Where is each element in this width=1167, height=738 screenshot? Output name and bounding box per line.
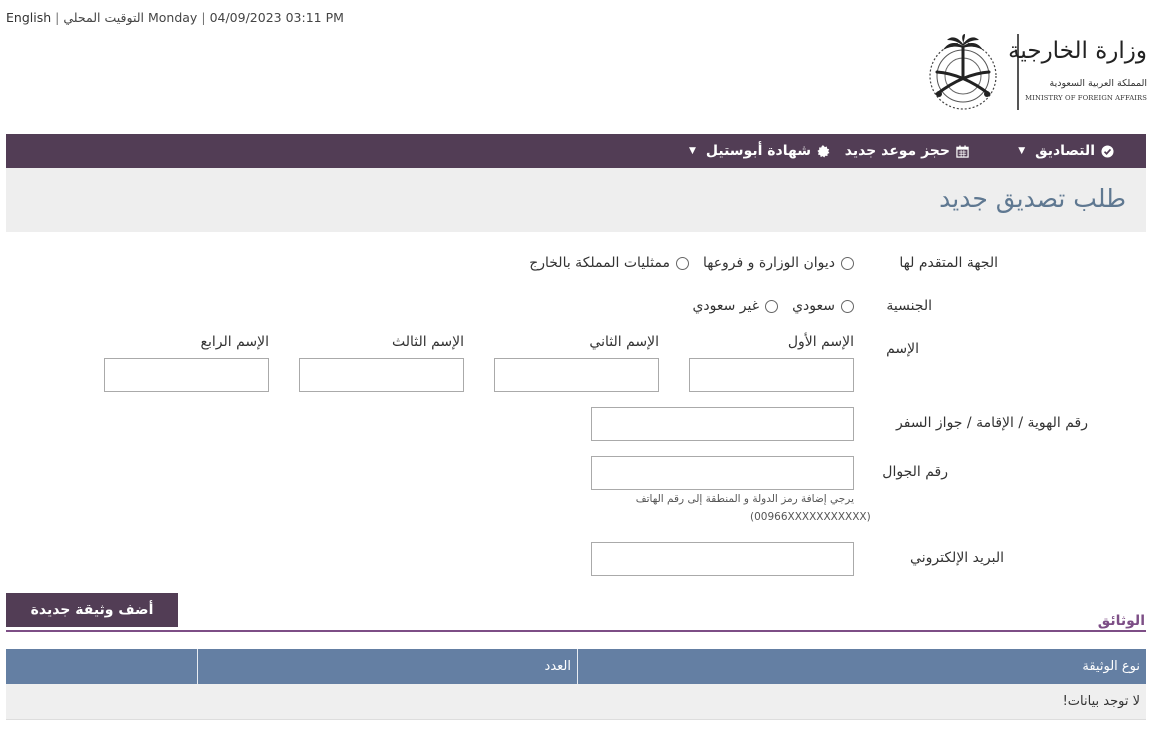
chevron-down-icon: ▼ — [1018, 146, 1026, 156]
nav-label-apostille: شهادة أبوستيل — [705, 143, 811, 159]
calendar-icon — [956, 145, 969, 158]
logo-title-arabic: وزارة الخارجية — [1008, 38, 1147, 64]
third-name-label: الإسم الثالث — [391, 334, 464, 350]
page-title: طلب تصديق جديد — [939, 184, 1126, 213]
fourth-name-label: الإسم الرابع — [200, 334, 269, 350]
mobile-hint-format: (00966XXXXXXXXXXX) — [750, 511, 871, 523]
radio-ministry-branches[interactable]: ديوان الوزارة و فروعها — [703, 255, 854, 271]
add-document-button[interactable]: أضف وثيقة جديدة — [6, 593, 178, 627]
id-number-input[interactable] — [591, 407, 854, 441]
main-navbar — [6, 134, 1146, 168]
id-number-label: رقم الهوية / الإقامة / جواز السفر — [896, 415, 1088, 431]
nav-label-attestations: التصاديق — [1035, 143, 1095, 159]
fourth-name-input[interactable] — [104, 358, 269, 392]
saudi-emblem-icon — [923, 32, 1003, 112]
current-day: Monday — [147, 10, 198, 25]
table-empty-row — [6, 684, 1146, 720]
nav-item-book-appointment[interactable] — [845, 142, 969, 160]
radio-button[interactable] — [765, 300, 778, 313]
applicant-entity-label: الجهة المتقدم لها — [899, 255, 998, 271]
radio-non-saudi[interactable]: غير سعودي — [692, 298, 778, 314]
column-count[interactable]: العدد — [197, 649, 577, 684]
nav-item-apostille[interactable] — [689, 142, 830, 160]
name-label: الإسم — [886, 341, 919, 357]
nationality-radio-group — [692, 298, 854, 314]
current-datetime: 04/09/2023 03:11 PM — [209, 10, 344, 25]
first-name-input[interactable] — [689, 358, 854, 392]
mobile-label: رقم الجوال — [882, 464, 948, 480]
mobile-input[interactable] — [591, 456, 854, 490]
top-info-bar: English | التوقيت المحلي Monday | 04/09/2023 03:11 PM — [6, 10, 344, 25]
second-name-label: الإسم الثاني — [589, 334, 659, 350]
radio-saudi[interactable]: سعودي — [792, 298, 854, 314]
documents-table-header — [6, 649, 1146, 684]
ministry-logo[interactable] — [923, 32, 1147, 112]
page-header — [6, 168, 1146, 232]
mobile-hint: يرجي إضافة رمز الدولة و المنطقة إلى رقم الهاتف — [635, 493, 854, 505]
empty-message: لا توجد بيانات! — [1062, 694, 1140, 709]
radio-button[interactable] — [841, 300, 854, 313]
logo-subtitle-arabic: المملكة العربية السعودية — [1049, 78, 1147, 89]
column-document-type[interactable]: نوع الوثيقة — [577, 649, 1146, 684]
language-switch-link[interactable]: English — [6, 10, 52, 25]
radio-button[interactable] — [676, 257, 689, 270]
nav-label-book-appointment: حجز موعد جديد — [844, 143, 950, 159]
nationality-label: الجنسية — [886, 298, 932, 314]
documents-divider — [6, 630, 1146, 632]
column-actions — [6, 649, 197, 684]
third-name-input[interactable] — [299, 358, 464, 392]
second-name-input[interactable] — [494, 358, 659, 392]
logo-subtitle-english: MINISTRY OF FOREIGN AFFAIRS — [1025, 94, 1147, 102]
check-circle-icon — [1101, 145, 1114, 158]
documents-section-title: الوثائق — [1097, 613, 1145, 629]
local-time-label: التوقيت المحلي — [63, 10, 144, 25]
chevron-down-icon: ▼ — [688, 146, 696, 156]
certificate-icon — [817, 145, 830, 158]
first-name-label: الإسم الأول — [787, 334, 854, 350]
nav-item-attestations[interactable] — [1018, 142, 1114, 160]
radio-button[interactable] — [841, 257, 854, 270]
email-input[interactable] — [591, 542, 854, 576]
documents-table — [6, 649, 1146, 720]
email-label: البريد الإلكتروني — [910, 550, 1004, 566]
applicant-entity-radio-group — [529, 255, 854, 271]
radio-missions-abroad[interactable]: ممثليات المملكة بالخارج — [529, 255, 689, 271]
